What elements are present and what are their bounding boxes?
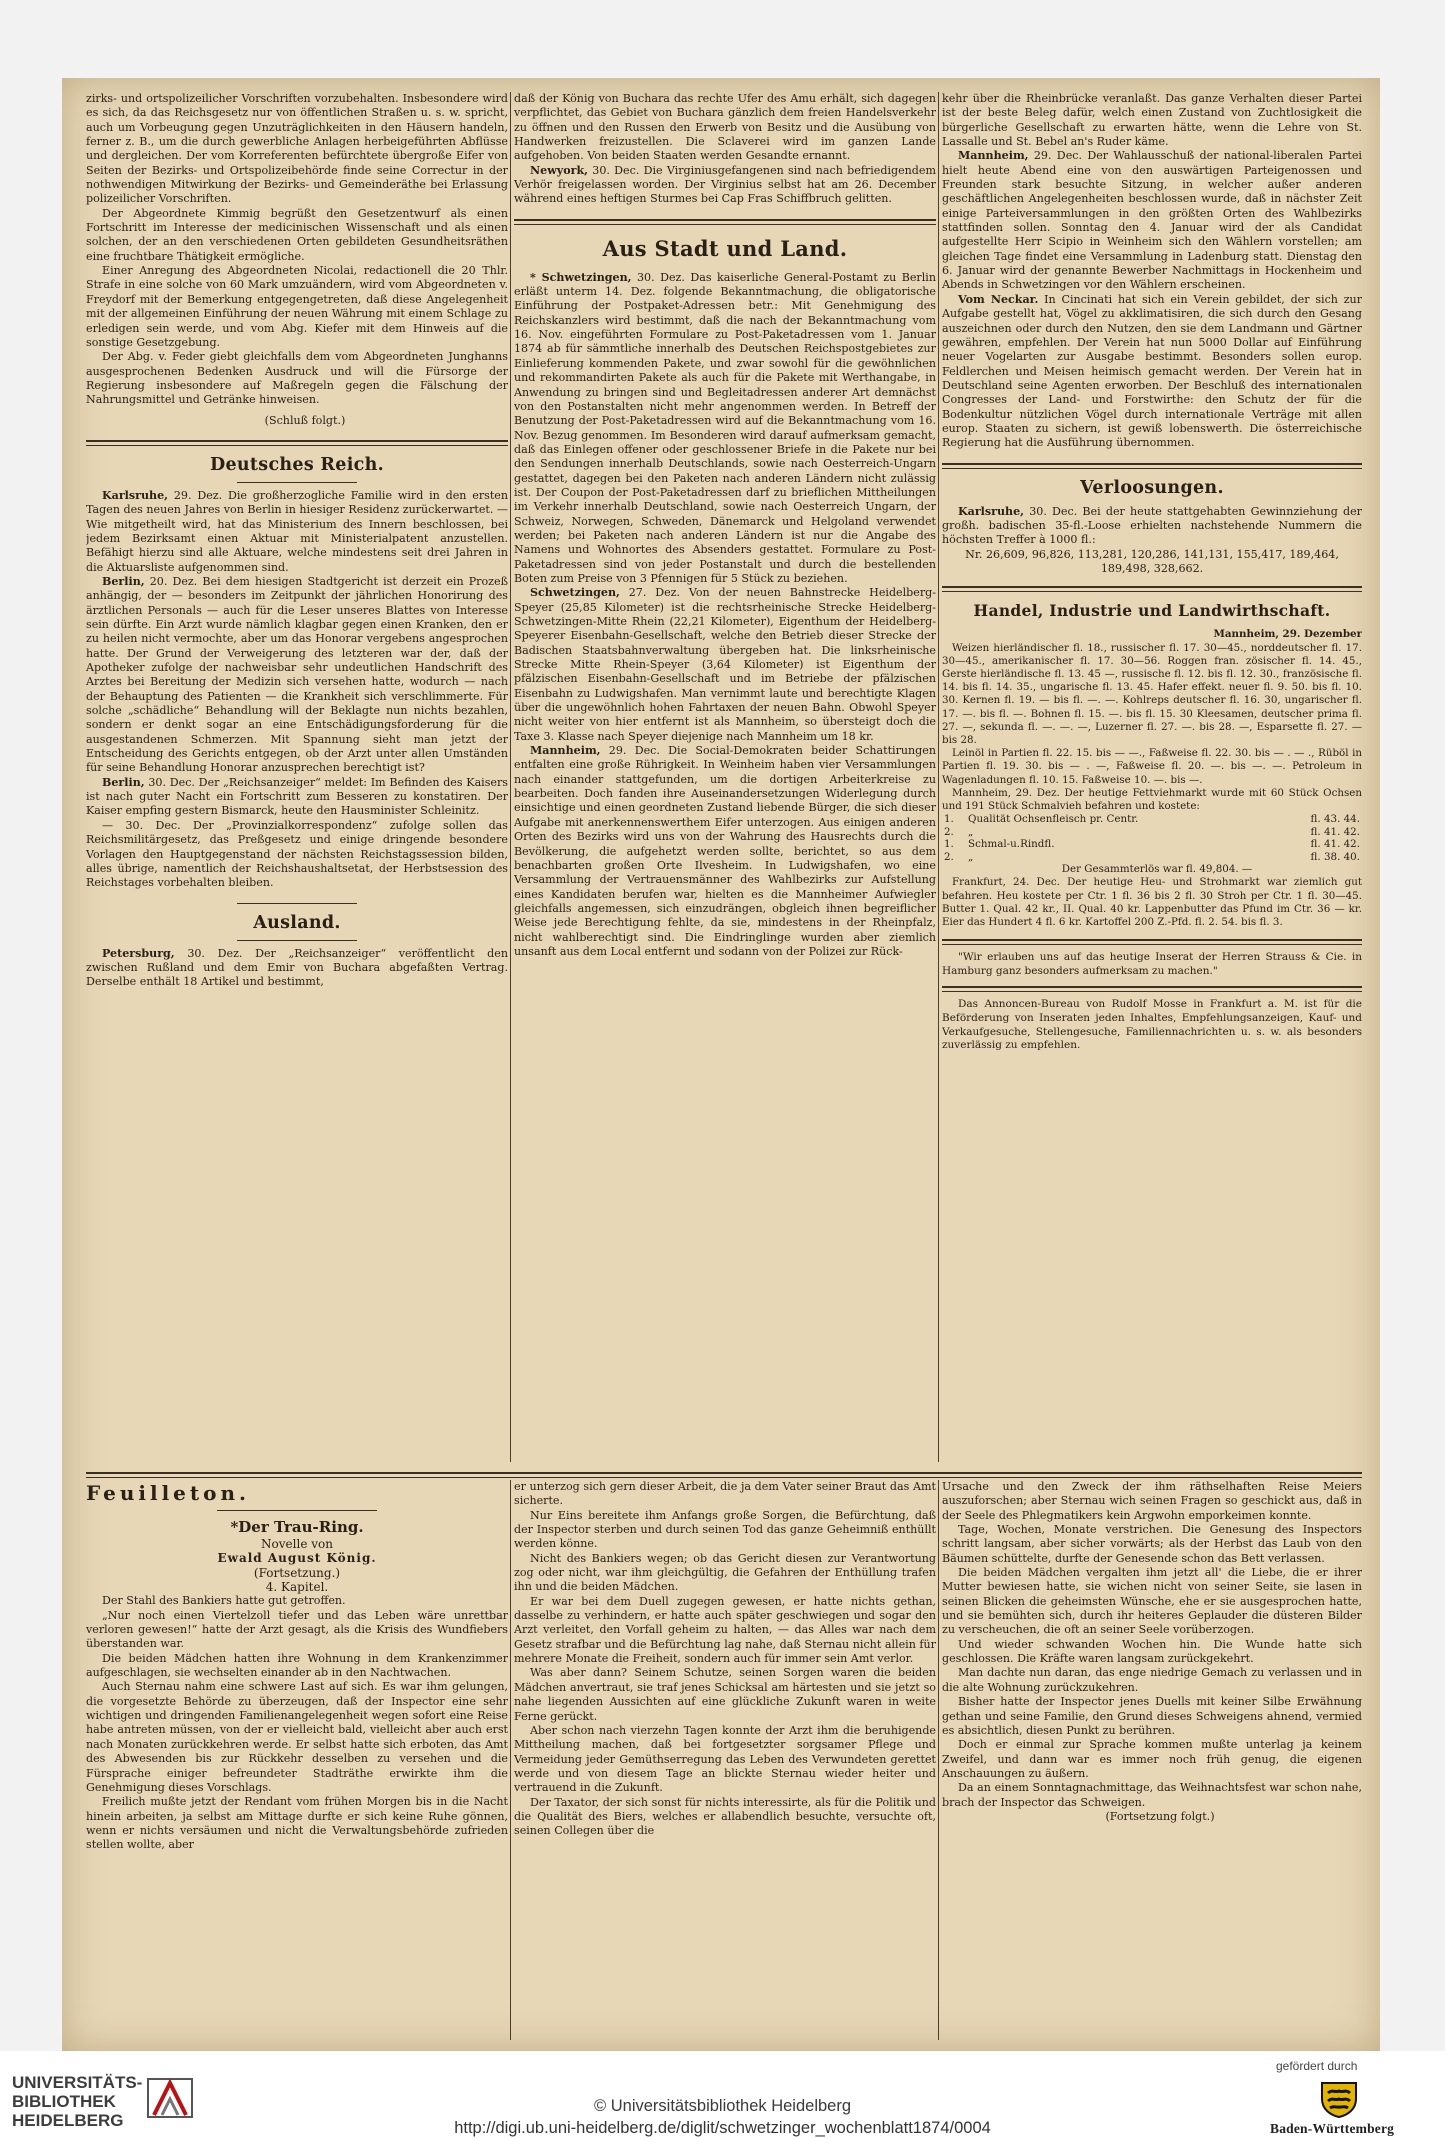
article: [86, 489, 508, 575]
column-3: [942, 92, 1362, 1472]
article-text: 30. Dez. Der „Reichsanzeiger“ veröffentlicht den zwischen Rußland und dem Emir von Buchara abgefaßten Vertrag. Derselbe enthält 18 Artikel und bestimmt,: [86, 946, 508, 989]
newspaper-page: [62, 78, 1380, 2051]
feuilleton-column-2: [514, 1480, 936, 2040]
advert-notice: "Wir erlauben uns auf das heutige Inserat der Herren Strauss & Cie. in Hamburg ganz besonders aufmerksam zu machen.": [942, 951, 1362, 977]
article-text: 30. Dec. Die Virginiusgefangenen sind nach befriedigendem Verhör freigelassen worden. Der Virginius selbst hat am 26. December während eines heftigen Sturmes bei Cap Fras Schiffbruch gelitten.: [514, 163, 936, 206]
source-url-link[interactable]: http://digi.ub.uni-heidelberg.de/diglit/schwetzinger_wochenblatt1874/0004: [454, 2119, 991, 2137]
paragraph: Der Abgeordnete Kimmig begrüßt den Gesetzentwurf als einen Fortschritt im Interesse der medicinischen Wissenschaft und als einen solchen, der an den verschiedenen Orten gebildeten Gesundheitsräthen eine fruchtbare Thätigkeit ermögliche.: [86, 206, 508, 263]
table-row: [942, 838, 1362, 851]
article-text: 27. Dez. Von der neuen Bahnstrecke Heidelberg-Speyer (25,85 Kilometer) ist die rechtsrheinische Strecke Heidelberg-Schwetzingen-Mitte Rhein (22,21 Kilometer), Eigenthum der Heidelberg-Speyerer Eisenbahn-Gesellschaft, welche den Betrieb dieser Strecke der Badischen Staatsbahnverwaltung übergeben hat. Die linksrheinische Strecke Mitte Rhein-Speyer (3,64 Kilometer) ist Eigenthum der pfälzischen Eisenbahn-Gesellschaft und im Betriebe der pfälzischen Eisenbahn zu Ludwigshafen. Man vernimmt laute und berechtigte Klagen über die ungewöhnlich hohen Fahrtaxen der neuen Bahn. Obwohl Speyer nicht weiter von hier entfernt ist als Mannheim, so übersteigt doch die Taxe 3. Klasse nach Speyer diejenige nach Mannheim um 18 kr.: [514, 586, 936, 743]
market-text: Mannheim, 29. Dez. Der heutige Fettviehmarkt wurde mit 60 Stück Ochsen und 191 Stück Schmalvieh befahren und kostete:: [942, 786, 1362, 812]
article-text: In Cincinati hat sich ein Verein gebildet, der sich zur Aufgabe gestellt hat, Vögel zu akklimatisiren, die sich durch den Gesang auszeichnen oder durch den Nutzen, den sie dem Landmann und Gärtner gewähren, empfehlen. Der Verein hat nun 5000 Dollar auf Einführung neuer Vogelarten zur Ausgabe bestimmt. Besonders sollen europ. Feldlerchen und Meisen heimisch gemacht werden. Der Verein hat in Deutschland seine Agenten erworben. Der Beschluß des internationalen Congresses der Land- und Forstwirthe: den Schutz der für die Bodenkultur nützlichen Vögel durch internationale Verträge mit allen europ. Staaten zu sichern, ist gewiß lobenswerth. Die österreichische Regierung hat die Ausführung übernommen.: [942, 292, 1362, 450]
dateline: * Schwetzingen,: [530, 270, 632, 284]
section-rule-small: [217, 1510, 377, 1511]
story-paragraph: er unterzog sich gern dieser Arbeit, die ja dem Vater seiner Braut das Amt sicherte.: [514, 1480, 936, 1508]
story-subtitle: Novelle von: [261, 1537, 333, 1551]
lottery-numbers: Nr. 26,609, 96,826, 113,281, 120,286, 141,131, 155,417, 189,464, 189,498, 328,662.: [965, 547, 1339, 575]
advert-notice: Das Annoncen-Bureau von Rudolf Mosse in Frankfurt a. M. ist für die Beförderung von Inseraten jeden Inhaltes, Empfehlungsanzeigen, Kauf- und Verkaufgesuche, Stellengesuche, Familiennachrichten u. s. w. als besonders zuverlässig zu empfehlen.: [942, 998, 1362, 1052]
row-number: 2.: [944, 825, 954, 838]
story-paragraph: Der Taxator, der sich sonst für nichts interessirte, als für die Politik und die Qualität des Biers, welches er allabendlich besuchte, versuchte oft, seinen Collegen über die: [514, 1795, 936, 1838]
feuilleton-heading: Feuilleton.: [86, 1481, 250, 1505]
market-total: Der Gesammterlös war fl. 49,804. —: [1061, 863, 1253, 876]
dateline: Schwetzingen,: [530, 586, 620, 600]
section-heading-verloosungen: Verloosungen.: [1080, 477, 1224, 498]
article-text: 20. Dez. Bei dem hiesigen Stadtgericht ist derzeit ein Prozeß anhängig, der — besonders im Zeitpunkt der jährlichen Honorirung des ärztlichen Personals — auch für die Leser unseres Blattes von Interesse sein dürfte. Ein Arzt wurde nämlich klagbar gegen einen Kranken, den er zu heilen nicht vermochte, aber um das Honorar vergebens angesprochen hatte. Der Grund der Verweigerung des letzteren war der, daß der Apotheker zufolge der nachweisbar sehr undeutlichen Handschrift des Arztes bei Bereitung der Medizin sich versehen hatte, wodurch — nach der Behauptung des Patienten — die Krankheit sich verschlimmerte. Für solche „schädliche“ Behandlung will der Beklagte nun nichts bezahlen, sondern er denkt sogar an eine Entschädigungsforderung für die ausgestandenen Schmerzen. Mit Spannung sieht man jetzt der Entscheidung des Gerichts entgegen, ob der Arzt unter allen Umständen für seine Behandlung Honorar anzusprechen berechtigt ist?: [86, 574, 508, 775]
story-paragraph: Da an einem Sonntagnachmittage, das Weihnachtsfest war schon nahe, brach der Inspector das Schweigen.: [942, 1781, 1362, 1809]
row-price: fl. 43. 44.: [1310, 813, 1360, 826]
story-paragraph: Nicht des Bankiers wegen; ob das Gericht diesen zur Verantwortung zog oder nicht, war ihm gleichgültig, die Gefahren der Enthüllung trafen ihn und die beiden Mädchen.: [514, 1551, 936, 1594]
article-text: 30. Dez. Das kaiserliche General-Postamt zu Berlin erläßt unterm 14. Dez. folgende Bekanntmachung, die obligatorische Einführung der Postpaket-Adressen betr.: Mit Genehmigung des Reichskanzlers wird bestimmt, daß die nach der Bekanntmachung vom 16. Nov. eingeführten Formulare zu Post-Paketadressen vom 1. Januar 1874 ab für sämmtliche innerhalb des Deutschen Reichspostgebietes zur Einlieferung kommenden Pakete, und zwar sowohl für die gewöhnlichen und rekommandirten Pakete als auch für die Pakete mit Werthangabe, in Anwendung zu bringen sind und Begleitadressen anderer Art demnächst von den Postanstalten nicht mehr angenommen werden. In Betreff der Benutzung der Post-Paketadressen wird auf die Bekanntmachung vom 16. Nov. Bezug genommen. Im Besonderen wird darauf aufmerksam gemacht, daß das Einlegen offener oder geschlossener Briefe in die Pakete nur bei den Sendungen innerhalb Deutschlands, sowie nach Oesterreich-Ungarn gestattet, dagegen bei den Paketen nach anderen Ländern nicht zulässig ist. Der Coupon der Post-Paketadressen darf zu brieflichen Mittheilungen im Verkehr innerhalb Deutschland, sowie nach Oesterreich Ungarn, der Schweiz, Norwegen, Schweden, Dänemarck und Helgoland verwendet werden; bei Paketen nach anderen Ländern ist nur die Angabe des Namens und Wohnortes des Absenders gestattet. Formulare zu Post-Paketadressen sind von jeder Postanstalt und durch die bestellenden Boten zum Preise von 3 Pfennigen für 5 Stück zu beziehen.: [514, 270, 936, 585]
story-paragraph: „Nur noch einen Viertelzoll tiefer und das Leben wäre unrettbar verloren gewesen!“ hatte der Arzt gesagt, als die Krisis des Wundfiebers überstanden war.: [86, 1608, 508, 1651]
feuilleton-column-3: [942, 1480, 1362, 2040]
article: [942, 293, 1362, 451]
story-paragraph: Die beiden Mädchen vergalten ihm jetzt all' die Liebe, die er ihrer Mutter bewiesen hatte, sie wichen nicht von seiner Seite, sie lasen in seinen Blicken die geheimsten Wünsche, ehe er sie ausgesprochen hatte, und sie bemühten sich, durch ihr heiteres Geplauder die düsteren Bilder zu verscheuchen, die oft an seiner Seele vorüberzogen.: [942, 1566, 1362, 1637]
funder-name: Baden-Württemberg: [1270, 2121, 1395, 2136]
row-price: fl. 41. 42.: [1310, 838, 1360, 851]
story-chapter: 4. Kapitel.: [265, 1580, 329, 1595]
section-heading-ausland: Ausland.: [253, 912, 341, 933]
column-2: [514, 92, 936, 1472]
story-paragraph: Was aber dann? Seinem Schutze, seinen Sorgen waren die beiden Mädchen anvertraut, sie traf jenes Schicksal am härtesten und sie jetzt so nahe liegenden Aussichten auf eine glückliche Zukunft waren in weite Ferne gerückt.: [514, 1666, 936, 1723]
story-paragraph: Bisher hatte der Inspector jenes Duells mit keiner Silbe Erwähnung gethan und seine Familie, den Grund dieses Schweigens ahnend, vermied es absichtlich, diesen Punkt zu berühren.: [942, 1695, 1362, 1737]
paragraph: daß der König von Buchara das rechte Ufer des Amu erhält, sich dagegen verpflichtet, das Gebiet von Buchara gänzlich dem freien Handelsverkehr zu öffnen und den Russen den Erwerb von Besitz und die Ausübung von Handwerken freizustellen. Die Sclaverei wird im ganzen Lande aufgehoben. Von beiden Staaten werden Gesandte ernannt.: [514, 92, 936, 163]
section-rule-small: [237, 482, 357, 483]
table-row: [942, 826, 1362, 839]
market-place: Mannheim, 29. Dezember: [1213, 628, 1362, 641]
story-paragraph: Die beiden Mädchen hatten ihre Wohnung in dem Krankenzimmer aufgeschlagen, sie wechselten einander ab in den Nachtwachen.: [86, 1651, 508, 1680]
article-text: 30. Dec. Bei der heute stattgehabten Gewinnziehung der großh. badischen 35-fl.-Loose erhielten nachstehende Nummern die höchsten Treffer à 1000 fl.:: [942, 504, 1362, 547]
row-number: 2.: [944, 850, 954, 863]
price-table: [942, 813, 1362, 863]
section-rule-small: [237, 903, 357, 904]
dateline: Berlin,: [102, 775, 145, 789]
paragraph: zirks- und ortspolizeilicher Vorschriften vorzubehalten. Insbesondere wird es sich, da das Reichsgesetz nur von öffentlichen Straßen u. s. w. spricht, auch um Vorbeugung gegen Unzuträglichkeiten in den Häusern handeln, ferner z. B., um die durch gewerbliche Anlagen herbeigeführten Abflüsse und dergleichen. Der vom Korreferenten befürchtete übergroße Eifer von Seiten der Bezirks- und Ortspolizeibehörde finde seine Correctur in der nothwendigen Mitwirkung der Bezirks- und Gemeinderäthe bei Erlassung polizeilicher Vorschriften.: [86, 92, 508, 206]
row-price: fl. 41. 42.: [1310, 825, 1360, 838]
section-rule: [942, 939, 1362, 945]
section-heading-stadt: Aus Stadt und Land.: [602, 235, 848, 261]
article: [86, 776, 508, 819]
article-text: 29. Dez. Die großherzogliche Familie wird in den ersten Tagen des neuen Jahres von Berlin in hiesiger Residenz zurückerwartet. — Wie mitgetheilt wird, hat das Ministerium des Innern beschlossen, bei jedem Bezirksamt einen Aktuar mit Ministerialpatent anzustellen. Befähigt hierzu sind alle Aktuare, welche mindestens seit drei Jahren in die Aktuarsliste aufgenommen sind.: [86, 488, 508, 574]
table-row: [942, 813, 1362, 826]
logo-line: HEIDELBERG: [12, 2111, 124, 2130]
column-divider: [510, 1480, 511, 2040]
row-number: 1.: [944, 813, 954, 826]
column-divider: [938, 1480, 939, 2040]
story-paragraph: Er war bei dem Duell zugegen gewesen, er hatte nichts gethan, dasselbe zu verhindern, er hatte auch später geschwiegen und sogar den Arzt verleitet, den Vorfall geheim zu halten, — das Alles war nach dem Gesetz strafbar und die Befürchtung lag nahe, daß Sternau nicht allein für mehrere Monate die Freiheit, sondern auch für immer sein Amt verlor.: [514, 1594, 936, 1666]
feuilleton-rule: [86, 1472, 1362, 1478]
market-report: [942, 628, 1362, 929]
dateline: Vom Neckar.: [958, 292, 1039, 306]
row-label: Qualität Ochsenfleisch pr. Centr.: [968, 813, 1139, 826]
dateline: Berlin,: [102, 574, 145, 588]
article: [86, 947, 508, 990]
column-divider: [510, 92, 511, 1462]
story-continued: (Fortsetzung.): [253, 1565, 341, 1580]
article: — 30. Dec. Der „Provinzialkorrespondenz“ zufolge sollen das Reichsmilitärgesetz, das Preßgesetz und einige dringende besondere Vorlagen den Hauptgegenstand der nächsten Reichstagssession bilden, alles übrige, namentlich der Reichshaushaltsetat, der Herbstsession des Reichstages vorbehalten bleiben.: [86, 818, 508, 890]
article-text: 29. Dec. Die Social-Demokraten beider Schattirungen entfalten eine große Rührigkeit. In Weinheim haben vier Versammlungen nach einander stattgefunden, um die dortigen Arbeiterkreise zu bearbeiten. Doch fanden ihre Auseinandersetzungen Widerlegung durch einsichtige und einen geordneten Zustand liebende Bürger, die sich dieser Aufgabe mit anerkennenswerthem Eifer unterzogen. Aus einigen anderen Orten des Bezirks wird uns von der Wahrung des Hausrechts durch die Bevölkerung, die aufgehetzt werden sollte, berichtet, so aus dem benachbarten großen Orte Ilvesheim. In Ludwigshafen, wo eine Versammlung der Vertrauensmänner des Wahlbezirks zur Aufstellung eines Kandidaten berufen war, hielten es die Mannheimer Aufwiegler gleichfalls angemessen, sich einzudrängen, obgleich ihnen begreiflicher Weise jede Berechtigung fehlte, da sie, mindestens in der Rheinpfalz, nicht wahlberechtigt sind. Die Eindringlinge wurden aber ziemlich unsanft aus dem Local entfernt und sodann von der Polizei zur Rück-: [514, 744, 936, 958]
story-paragraph: Und wieder schwanden Wochen hin. Die Wunde hatte sich geschlossen. Die Kräfte waren langsam zurückgekehrt.: [942, 1637, 1362, 1666]
section-rule: [514, 219, 936, 225]
article: [942, 149, 1362, 292]
market-text: Frankfurt, 24. Dec. Der heutige Heu- und Strohmarkt war ziemlich gut befahren. Heu kostete per Ctr. 1 fl. 36 bis 2 fl. 30 Stroh per Ctr. 1 fl. 30—45. Butter 1. Qual. 42 kr., II. Qual. 40 kr. Lappenbutter das Pfund im Ctr. 36 — kr. Eier das Hundert 4 fl. 6 kr. Kartoffel 200 Z.-Pfd. fl. 2. 54. bis fl. 3.: [942, 876, 1362, 928]
story-continued: (Fortsetzung folgt.): [1105, 1809, 1215, 1823]
dateline: Karlsruhe,: [958, 504, 1025, 518]
logo-line: UNIVERSITÄTS-: [12, 2073, 143, 2092]
story-author: Ewald August König.: [217, 1551, 377, 1566]
section-rule: [942, 986, 1362, 992]
dateline: Newyork,: [530, 163, 588, 177]
article: [514, 164, 936, 207]
article-text: 29. Dec. Der Wahlausschuß der national-liberalen Partei hielt heute Abend eine von den auswärtigen Parteigenossen und Freunden stark besuchte Sitzung, in welcher außer anderen geschäftlichen Angelegenheiten beschlossen wurde, daß in nächster Zeit einige Parteiversammlungen in den größten Orten des Wahlbezirks stattfinden sollen. Sonntag den 4. Januar wird der als Candidat aufgestellte Herr Scipio in Weinheim sich den Wählern vorstellen; am gleichen Tage findet eine Versammlung in Ladenburg statt. Dienstag den 6. Januar wird der genannte Bewerber Nachmittags in Hockenheim und Abends in Schwetzingen vor den Wählern erscheinen.: [942, 149, 1362, 292]
paragraph: Einer Anregung des Abgeordneten Nicolai, redactionell die 20 Thlr. Strafe in eine solche von 60 Mark umzuändern, wird vom Abgeordneten v. Freydorf mit der Bemerkung entgegengetreten, daß diese Angelegenheit mit der allgemeinen Einführung der neuen Währung mit einem Schlage zu erledigen sein werde, und vom Abg. Kiefer mit dem Hinweis auf die sonstige Gesetzgebung.: [86, 264, 508, 349]
state-crest-icon: [1318, 2079, 1360, 2119]
dateline: Mannheim,: [958, 149, 1029, 163]
row-number: 1.: [944, 838, 954, 851]
row-price: fl. 38. 40.: [1310, 850, 1360, 863]
story-paragraph: Doch er einmal zur Sprache kommen mußte unterlag ja keinem Zweifel, und dann war es immer noch früh genug, die eigenen Anschauungen zu äußern.: [942, 1738, 1362, 1780]
row-label: „: [968, 850, 974, 863]
section-rule-small: [237, 940, 357, 941]
section-heading-handel: Handel, Industrie und Landwirthschaft.: [973, 601, 1331, 621]
story-paragraph: Nur Eins bereitete ihm Anfangs große Sorgen, die Befürchtung, daß der Inspector sterben und durch seinen Tod das ganze Geheimniß enthüllt werden könne.: [514, 1508, 936, 1551]
article: [86, 575, 508, 776]
feuilleton-column-1: [86, 1480, 508, 2040]
row-label: „: [968, 825, 974, 838]
dateline: Karlsruhe,: [102, 488, 169, 502]
story-paragraph: Ursache und den Zweck der ihm räthselhaften Reise Meiers auszuforschen; aber Sternau wich seinen Fragen so geschickt aus, daß in der Seele des Phlegmatikers kein Argwohn emporkeimen konnte.: [942, 1480, 1362, 1522]
story-paragraph: Der Stahl des Bankiers hatte gut getroffen.: [102, 1594, 346, 1608]
market-text: Weizen hierländischer fl. 18., russischer fl. 17. 30—45., norddeutscher fl. 17. 30—45., amerikanischer fl. 17. 30—56. Roggen fran. zösischer fl. 14. 45., Gerste hierländische fl. 13. 45 —, russische fl. 12. bis fl. 12. 30., französische fl. 14. bis fl. 14. 35., ungarische fl. 13. 45. Hafer effekt. neuer fl. 9. 50. bis fl. 10. 30. Kernen fl. 19. — bis fl. —. —. Kohlreps deutscher fl. 16. 30, ungarischer fl. 17. —. bis fl. —. Bohnen fl. 15. —. bis fl. 15. 30 Kleesamen, deutscher prima fl. 27. —, sekunda fl. —. —. —, Luzerner fl. 27. —. bis 28. —, Esparsette fl. 27. — bis 28.: [942, 641, 1362, 746]
story-paragraph: Tage, Wochen, Monate verstrichen. Die Genesung des Inspectors schritt langsam, aber sicher vorwärts; als der Herbst das Laub von den Bäumen schüttelte, durfte der Genesende schon das Bett verlassen.: [942, 1523, 1362, 1565]
row-label: Schmal-u.Rindfl.: [968, 838, 1055, 851]
section-heading-reich: Deutsches Reich.: [209, 454, 385, 475]
viewer-footer: [0, 2051, 1445, 2139]
story-paragraph: Aber schon nach vierzehn Tagen konnte der Arzt ihm die beruhigende Mittheilung machen, daß bei fortgesetzter sorgsamer Pflege und Vermeidung jeder Gemüthserregung das Leben des Verwundeten gerettet werde und von diesem Tage an blickte Sternau wieder heiter und vertrauend in die Zukunft.: [514, 1723, 936, 1795]
story-paragraph: Man dachte nun daran, das enge niedrige Gemach zu verlassen und in die alte Wohnung zurückzukehren.: [942, 1666, 1362, 1694]
column-1: [86, 92, 508, 1472]
continuation-note: (Schluß folgt.): [264, 413, 346, 427]
story-paragraph: Freilich mußte jetzt der Rendant vom frühen Morgen bis in die Nacht hinein arbeiten, ja selbst am Mittage durfte er sich keine Ruhe gönnen, wenn er nichts versäumen und nicht die Verwaltungsbehörde zufrieden stellen wollte, aber: [86, 1795, 508, 1852]
market-text: Leinöl in Partien fl. 22. 15. bis — —., Faßweise fl. 22. 30. bis — . — ., Rüböl in Partien fl. 19. 30. bis — . —, Faßweise fl. 20. —. bis —. —. Petroleum in Wagenladungen fl. 10. 15. Faßweise 10. —. bis —.: [942, 747, 1362, 786]
funded-by-label: gefördert durch: [1276, 2059, 1358, 2073]
article-text: 30. Dec. Der „Reichsanzeiger“ meldet: Im Befinden des Kaisers ist nach guter Nacht ein Fortschritt zum Besseren zu konstatiren. Der Kaiser empfing gestern Bismarck, heute den Hausminister Schleinitz.: [86, 775, 508, 818]
section-rule: [942, 586, 1362, 592]
column-divider: [938, 92, 939, 1462]
copyright-notice: © Universitätsbibliothek Heidelberg: [593, 2097, 852, 2115]
table-row: [942, 851, 1362, 864]
article: [514, 586, 936, 744]
paragraph: kehr über die Rheinbrücke veranlaßt. Das ganze Verhalten dieser Partei ist der beste Beleg dafür, welch einen Zustand von Zuchtlosigkeit die bürgerliche Gesellschaft zu erwarten hätte, wenn die Lehre von St. Lassalle und St. Bebel an's Ruder käme.: [942, 92, 1362, 149]
section-rule: [942, 463, 1362, 469]
article: [942, 505, 1362, 548]
article: [514, 271, 936, 587]
dateline: Mannheim,: [530, 744, 601, 758]
story-title: *Der Trau-Ring.: [230, 1518, 364, 1536]
paragraph: Der Abg. v. Feder giebt gleichfalls dem vom Abgeordneten Junghanns ausgesprochenen Bedenken Ausdruck und will die Fürsorge der Regierung insbesondere auf Maßregeln gegen die Fälschung der Nahrungsmittel und Getränke hinweisen.: [86, 350, 508, 407]
logo-line: BIBLIOTHEK: [12, 2092, 116, 2111]
story-paragraph: Auch Sternau nahm eine schwere Last auf sich. Es war ihm gelungen, die vorgesetzte Behörde zu überzeugen, daß der Inspector eine sehr wichtigen und dringenden Familienangelegenheit wegen sofort eine Reise habe antreten müssen, von der er vielleicht bald, vielleicht aber auch erst nach Monaten zurückkehren werde. Er selbst hatte sich erboten, das Amt des Abwesenden bis zur Rückkehr desselben zu versehen und die Fürsprache einiger befreundeter Stadträthe erwirkte ihm die Genehmigung dieses Vorschlags.: [86, 1680, 508, 1794]
dateline: Petersburg,: [102, 946, 175, 960]
article: [514, 744, 936, 959]
section-rule: [86, 440, 508, 446]
